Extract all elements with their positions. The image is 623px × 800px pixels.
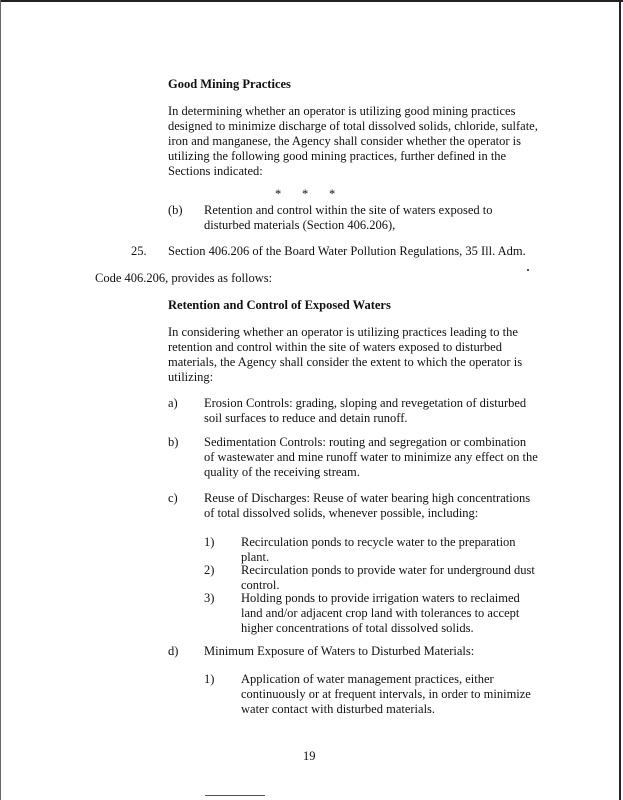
sub-item-c1-text: Recirculation ponds to recycle water to the preparation plant. (241, 535, 516, 564)
heading-retention-control: Retention and Control of Exposed Waters (168, 298, 391, 312)
item-b2-label: b) (168, 435, 179, 449)
sub-item-c3-text: Holding ponds to provide irrigation waters to reclaimed land and/or adjacent crop land with tolerances to accept higher concentrations of total dissolved solids. (241, 591, 520, 635)
ellipsis-star: * (329, 187, 336, 201)
page-number: 19 (303, 749, 316, 763)
sub-item-d1-text: Application of water management practices, either continuously or at frequent intervals, in order to minimize water contact with disturbed materials. (241, 672, 531, 716)
ellipsis-star: * (275, 187, 282, 201)
paragraph-25-continuation: Code 406.206, provides as follows: (95, 271, 273, 285)
intro-paragraph: In determining whether an operator is utilizing good mining practices designed to minimize discharge of total dissolved solids, chloride, sulfate, iron and manganese, the Agency shall consider whether the operator is utilizing the following good mining practices, further defined in the Sections indicated: (168, 104, 538, 178)
scan-speck (527, 269, 529, 271)
sub-item-c2-text: Recirculation ponds to provide water for underground dust control. (241, 563, 535, 592)
paragraph-25-number: 25. (131, 244, 147, 258)
heading-good-mining-practices: Good Mining Practices (168, 77, 291, 91)
item-b-text: Retention and control within the site of waters exposed to disturbed materials (Section 406.206), (204, 203, 493, 232)
ellipsis-star: * (302, 187, 309, 201)
scan-border-top (0, 0, 623, 2)
item-c-text: Reuse of Discharges: Reuse of water bearing high concentrations of total dissolved solids, whenever possible, including: (204, 491, 531, 520)
second-paragraph: In considering whether an operator is utilizing practices leading to the retention and control within the site of waters exposed to disturbed materials, the Agency shall consider the extent to which the operator is utilizing: (168, 325, 523, 384)
item-d-text: Minimum Exposure of Waters to Disturbed Materials: (204, 644, 475, 658)
ellipsis-stars (275, 187, 356, 202)
sub-item-c3-label: 3) (204, 591, 215, 605)
item-a-label: a) (168, 396, 178, 410)
scan-border-left (0, 0, 1, 800)
item-a-text: Erosion Controls: grading, sloping and revegetation of disturbed soil surfaces to reduce and detain runoff. (204, 396, 527, 425)
item-b2-text: Sedimentation Controls: routing and segregation or combination of wastewater and mine runoff water to minimize any effect on the quality of the receiving stream. (204, 435, 538, 479)
paragraph-25-text: Section 406.206 of the Board Water Pollution Regulations, 35 Ill. Adm. (168, 244, 526, 258)
sub-item-c2-label: 2) (204, 563, 215, 577)
item-c-label: c) (168, 491, 178, 505)
sub-item-c1-label: 1) (204, 535, 215, 549)
scan-speck (205, 795, 265, 796)
item-b-label: (b) (168, 203, 183, 217)
scan-border-right (619, 0, 621, 800)
item-d-label: d) (168, 644, 179, 658)
sub-item-d1-label: 1) (204, 672, 215, 686)
